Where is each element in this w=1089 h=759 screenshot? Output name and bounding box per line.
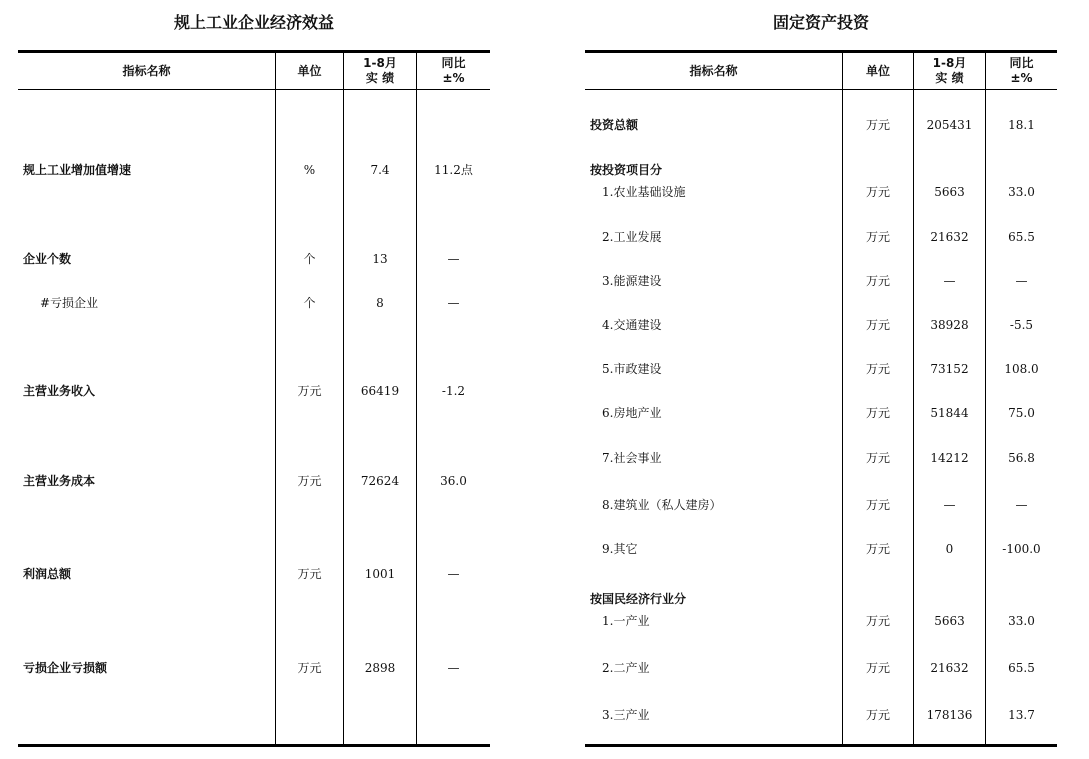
table-row xyxy=(585,115,1057,135)
row-unit: 万元 xyxy=(865,230,890,244)
table-row xyxy=(18,293,490,313)
table-row xyxy=(585,611,1057,631)
table-row xyxy=(18,658,490,678)
row-unit: 万元 xyxy=(865,318,890,332)
row-actual: — xyxy=(943,498,956,512)
panel-title: 固定资产投资 xyxy=(772,13,869,32)
table-row xyxy=(585,315,1057,335)
table-bottom-rule xyxy=(585,744,1057,747)
row-actual: 72624 xyxy=(360,474,400,488)
row-unit: 万元 xyxy=(297,384,322,398)
row-actual: 7.4 xyxy=(370,163,390,177)
row-actual: — xyxy=(943,274,956,288)
row-actual: 21632 xyxy=(930,661,969,675)
row-name: 7.社会事业 xyxy=(602,451,662,465)
row-name: 4.交通建设 xyxy=(602,318,662,332)
row-actual: 73152 xyxy=(930,362,969,376)
row-unit: % xyxy=(303,163,316,177)
row-name: 主营业务收入 xyxy=(23,384,96,398)
row-yoy: -1.2 xyxy=(441,384,466,398)
header-actual: 1-8月 实 绩 xyxy=(932,56,967,85)
table-row xyxy=(18,471,490,491)
header-unit: 单位 xyxy=(865,63,890,78)
row-unit: 万元 xyxy=(865,185,890,199)
row-unit: 万元 xyxy=(865,614,890,628)
row-name: 企业个数 xyxy=(23,252,72,266)
row-yoy: 18.1 xyxy=(1008,118,1035,132)
row-yoy: — xyxy=(1015,274,1028,288)
row-actual: 13 xyxy=(372,252,388,266)
table-row xyxy=(18,249,490,269)
row-actual: 38928 xyxy=(930,318,969,332)
row-actual: 0 xyxy=(945,542,954,556)
row-yoy: 65.5 xyxy=(1008,661,1035,675)
row-actual: 1001 xyxy=(364,567,396,581)
table-row xyxy=(585,160,1057,180)
table-row xyxy=(585,448,1057,468)
row-yoy: — xyxy=(447,567,460,581)
row-unit: 万元 xyxy=(865,451,890,465)
row-name: 3.三产业 xyxy=(602,708,650,722)
row-name: 1.农业基础设施 xyxy=(602,185,686,199)
row-yoy: 11.2点 xyxy=(434,163,473,177)
header-yoy: 同比 ±% xyxy=(441,56,466,85)
row-unit: 万元 xyxy=(297,661,322,675)
header-indicator-name: 指标名称 xyxy=(689,63,738,78)
row-name: 9.其它 xyxy=(602,542,638,556)
table-row xyxy=(585,658,1057,678)
row-actual: 66419 xyxy=(360,384,400,398)
row-unit: 个 xyxy=(303,296,316,310)
row-yoy: 75.0 xyxy=(1008,406,1035,420)
table-row xyxy=(585,227,1057,247)
row-yoy: 36.0 xyxy=(440,474,467,488)
column-divider xyxy=(985,53,986,744)
row-unit: 万元 xyxy=(865,498,890,512)
row-name: 1.一产业 xyxy=(602,614,650,628)
row-actual: 2898 xyxy=(364,661,396,675)
row-unit: 万元 xyxy=(865,708,890,722)
header-yoy: 同比 ±% xyxy=(1009,56,1034,85)
row-name: 2.工业发展 xyxy=(602,230,662,244)
column-divider xyxy=(842,53,843,744)
row-yoy: 33.0 xyxy=(1008,185,1035,199)
row-yoy: 108.0 xyxy=(1004,362,1039,376)
row-actual: 5663 xyxy=(934,614,965,628)
row-name: 8.建筑业（私人建房） xyxy=(602,498,722,512)
table-bottom-rule xyxy=(18,744,490,747)
row-yoy: — xyxy=(1015,498,1028,512)
row-name: 主营业务成本 xyxy=(23,474,96,488)
row-name: 按国民经济行业分 xyxy=(590,592,687,606)
row-actual: 5663 xyxy=(934,185,965,199)
row-name: 规上工业增加值增速 xyxy=(23,163,132,177)
row-actual: 8 xyxy=(376,296,384,310)
row-name: 2.二产业 xyxy=(602,661,650,675)
table-row xyxy=(18,160,490,180)
row-yoy: — xyxy=(447,296,460,310)
row-unit: 万元 xyxy=(865,118,890,132)
row-name: 亏损企业亏损额 xyxy=(23,661,108,675)
row-yoy: 13.7 xyxy=(1008,708,1035,722)
table-row xyxy=(585,705,1057,725)
row-yoy: -100.0 xyxy=(1002,542,1041,556)
column-divider xyxy=(913,53,914,744)
row-unit: 万元 xyxy=(865,661,890,675)
table-row xyxy=(585,182,1057,202)
row-unit: 万元 xyxy=(865,542,890,556)
header-unit: 单位 xyxy=(297,63,322,78)
row-name: 按投资项目分 xyxy=(590,163,663,177)
fixed-asset-investment-panel xyxy=(585,0,1057,759)
row-yoy: -5.5 xyxy=(1009,318,1034,332)
row-yoy: 33.0 xyxy=(1008,614,1035,628)
row-name: 6.房地产业 xyxy=(602,406,662,420)
row-actual: 14212 xyxy=(930,451,969,465)
header-rule xyxy=(585,89,1057,90)
row-unit: 万元 xyxy=(297,474,322,488)
row-actual: 21632 xyxy=(930,230,969,244)
row-unit: 万元 xyxy=(865,274,890,288)
table-row xyxy=(585,271,1057,291)
panel-title: 规上工业企业经济效益 xyxy=(173,13,334,32)
table-row xyxy=(18,381,490,401)
row-name: 利润总额 xyxy=(23,567,72,581)
row-yoy: 56.8 xyxy=(1008,451,1035,465)
row-actual: 205431 xyxy=(926,118,973,132)
header-rule xyxy=(18,89,490,90)
row-unit: 万元 xyxy=(865,406,890,420)
table-row xyxy=(585,589,1057,609)
row-unit: 万元 xyxy=(297,567,322,581)
table-row xyxy=(585,539,1057,559)
industrial-benefits-panel xyxy=(18,0,490,759)
row-name: #亏损企业 xyxy=(40,296,99,310)
row-name: 3.能源建设 xyxy=(602,274,662,288)
row-unit: 个 xyxy=(303,252,316,266)
row-yoy: — xyxy=(447,661,460,675)
row-unit: 万元 xyxy=(865,362,890,376)
table-row xyxy=(585,403,1057,423)
row-name: 投资总额 xyxy=(590,118,639,132)
table-row xyxy=(585,359,1057,379)
row-actual: 178136 xyxy=(926,708,973,722)
row-yoy: 65.5 xyxy=(1008,230,1035,244)
row-yoy: — xyxy=(447,252,460,266)
row-actual: 51844 xyxy=(930,406,969,420)
table-row xyxy=(18,564,490,584)
table-row xyxy=(585,495,1057,515)
header-actual: 1-8月 实 绩 xyxy=(363,56,397,85)
header-indicator-name: 指标名称 xyxy=(122,63,171,78)
row-name: 5.市政建设 xyxy=(602,362,662,376)
